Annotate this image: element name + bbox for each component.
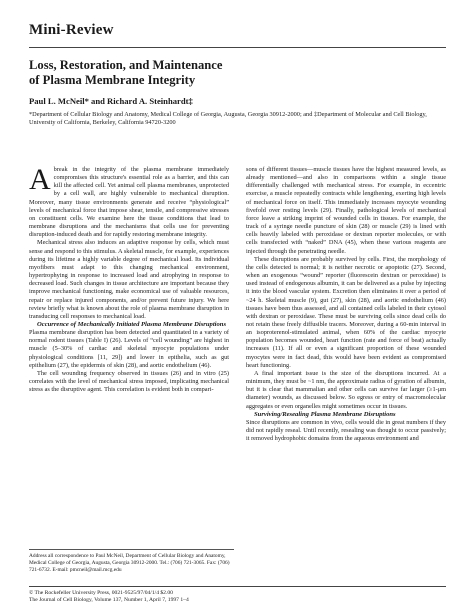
title-line-2: of Plasma Membrane Integrity: [29, 73, 196, 87]
author-list: Paul L. McNeil* and Richard A. Steinhardt‡: [29, 96, 193, 106]
body-paragraph: Since disruptions are common in vivo, cells would die in great numbers if they did not rapidly reseal. Until recently, resealing was thought to occur passively; it removed hydrophobic domains from the aqueous environment and: [246, 418, 446, 443]
drop-cap: A: [29, 163, 51, 196]
body-paragraph: A final important issue is the size of the disruptions incurred. At a minimum, they must be ~1 nm, the approximate radius of gyration of albumin, but it is clear that mammalian and other cells can survive far larger (≥1-μm diameter) wounds, as discussed below. So egress or entry of macromolecular aggregates or even organelles might sometimes occur in tissues.: [246, 369, 446, 410]
correspondence-footnote: Address all correspondence to Paul McNeil, Department of Cellular Biology and Anatomy, Medical College of Georgia, Augusta, Georgia 30912-2000. Tel.: (706) 721-3065. Fax: (706) 721-6732. E-mail: pmcneil@mail.mcg.edu: [29, 549, 234, 573]
copyright-block: [29, 590, 289, 604]
body-paragraph: The cell wounding frequency observed in tissues (26) and in vitro (25) correlates with the level of mechanical stress imposed, implicating mechanical stress as the disruptive agent. This correlation is evident both in compari-: [29, 369, 229, 394]
body-column-right: [246, 166, 446, 443]
section-subheading: Surviving/Resealing Plasma Membrane Disruptions: [254, 410, 396, 418]
footer-rule: [29, 586, 446, 587]
citation-line: The Journal of Cell Biology, Volume 137, Number 1, April 7, 1997 1–4: [29, 597, 189, 604]
intro-text: break in the integrity of the plasma membrane immediately compromises this structure's essential role as a barrier, and this can kill the affected cell. Yet animal cell plasma membranes, unprotected by a cell wall, are highly vulnerable to mechanical disruption. Moreover, many tissue environments generate and receive “physiological” levels of mechanical force that impose shear, tensile, and compressive stresses on constituent cells. We examine here the tissue conditions that lead to membrane disruptions and the mechanisms that cells use for preventing disruption-induced death and for rapidly restoring membrane integrity.: [29, 166, 229, 239]
body-paragraph: Mechanical stress also induces an adaptive response by cells, which must sense and respond to this stimulus. A skeletal muscle, for example, experiences during its lifetime a highly variable degree of mechanical load. Its individual myofibers must adapt to this changing mechanical environment, hypertrophying in response to increased load and atrophying in response to decreased load. Such changes in tissue architecture are important because they improve mechanical functioning, make economical use of valuable resources, repair or replace injured components, and/or prevent future injury. We here review briefly what is known about the role of plasma membrane disruption in transducing cell responses to mechanical load.: [29, 239, 229, 320]
body-column-left: [29, 163, 229, 394]
article-title: [29, 58, 446, 88]
section-header: Mini-Review: [29, 22, 114, 38]
section-subheading: Occurrence of Mechanically Initiated Plasma Membrane Disruptions: [37, 320, 227, 328]
body-paragraph: sons of different tissues—muscle tissues have the highest measured levels, as already mentioned—and also in comparisons within a single tissue differentially challenged with mechanical stress. For example, in eccentric exercise, a muscle repeatedly contracts while lengthening, exerting high levels of mechanical force on itself. This immediately increases myocyte wounding fivefold over resting levels (29). Finally, pathological levels of mechanical force leave a striking imprint of wounded cells in tissues. For example, the track of a syringe needle puncture of skin (28) or muscle (29) is lined with cells heavily labeled with peroxidase or dextran reporter molecules, or with cells transfected with “naked” DNA (45), when these various reagents are injected through the penetrating needle.: [246, 166, 446, 255]
intro-paragraph: [29, 163, 229, 239]
header-rule: [29, 47, 446, 48]
body-paragraph: Plasma membrane disruption has been detected and quantitated in a variety of normal rodent tissues (Table I) (26). Levels of “cell wounding” are highest in muscle (5–30% of cardiac and skeletal myocyte populations under physiological conditions [11, 29]) and lower in epithelia, such as gut epithelium (27), the epidermis of skin (28), and aortic endothelium (46).: [29, 329, 229, 369]
body-paragraph: These disruptions are probably survived by cells. First, the morphology of the cells detected is normal; it is neither necrotic or apoptotic (27). Second, when an exogenous “wound” reporter (fluorescein dextran or peroxidase) is used instead of endogenous albumin, it can be delivered as a pulse by injecting it into the blood vascular system. Excretion then eliminates it over a period of ~24 h. Skeletal muscle (9), gut (27), skin (28), and aortic endothelium (46) tissues have been thus assessed, and all contained cells labeled in their cytosol with dextran or peroxidase. These must be surviving cells since dead cells do not retain these freely diffusible tracers. Moreover, during a 60-min interval in an isoproterenol-stimulated animal, when 60% of the cardiac myocyte population becomes wounded, heart function (rate and force of beat) actually increases (11). If all or even a significant proportion of these wounded myocytes were in fact dead, this would have been evident as compromised heart functioning.: [246, 255, 446, 369]
author-affiliation: *Department of Cellular Biology and Anatomy, Medical College of Georgia, Augusta, Georgia 30912-2000; and ‡Department of Molecular and Cell Biology, University of California, Berkeley, California 94720-3200: [29, 111, 427, 127]
copyright-line: © The Rockefeller University Press, 0021-9525/97/04/1/4 $2.00: [29, 590, 173, 596]
title-line-1: Loss, Restoration, and Maintenance: [29, 58, 223, 72]
